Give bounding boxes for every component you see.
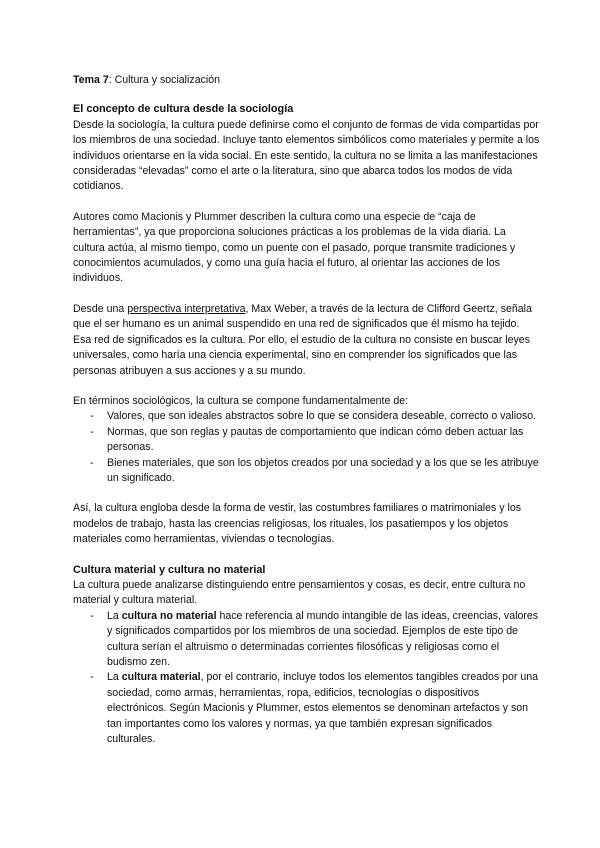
- material-list: [73, 609, 540, 748]
- list-item-text: Valores, que son ideales abstractos sobre lo que se considera deseable, correcto o valioso.: [107, 410, 537, 423]
- bullet-dash: -: [90, 425, 94, 438]
- text-run: , Max Weber, a través de la lectura de Clifford Geertz, señala que el ser humano es un animal suspendido en una red de significados que él mismo ha tejido. Esa red de significados es la cultura. Por ello, el estudio de la cultura no consiste en buscar leyes universales, como haría una ciencia experimental, sino en comprender los significados que las personas atribuyen a sus acciones y a su mundo.: [73, 302, 532, 377]
- theme-label: Tema 7: [73, 74, 109, 86]
- bullet-dash: -: [90, 410, 94, 423]
- list-item: [73, 609, 540, 671]
- document-title: [73, 73, 540, 88]
- text-run: , por el contrario, incluye todos los elementos tangibles creados por una sociedad, como armas, herramientas, ropa, edificios, tecnologías o dispositivos electrónicos. Según Macionis y Plummer, estos elementos se denominan artefactos y son tan importantes como los valores y normas, ya que también expresan significados culturales.: [107, 671, 539, 746]
- paragraph-components-intro: En términos sociológicos, la cultura se compone fundamentalmente de:: [73, 394, 409, 407]
- list-item: [73, 409, 540, 424]
- paragraph-definition: Desde la sociología, la cultura puede definirse como el conjunto de formas de vida compartidas por los miembros de una sociedad. Incluye tanto elementos simbólicos como materiales y permite a los individuos orientarse en la vida social. En este sentido, la cultura no se limita a las manifestaciones consideradas “elevadas” como el arte o la literatura, sino que abarca todos los modos de vida cotidianos.: [73, 118, 540, 193]
- paragraph-weber: [73, 302, 540, 379]
- bullet-dash: -: [90, 456, 94, 469]
- term-material: cultura material: [121, 671, 201, 684]
- list-item: [73, 425, 540, 456]
- paragraph-material-intro: La cultura puede analizarse distinguiendo entre pensamientos y cosas, es decir, entre cultura no material y cultura material.: [73, 578, 526, 607]
- list-item-text: Bienes materiales, que son los objetos creados por una sociedad y a los que se les atribuye un significado.: [107, 456, 539, 484]
- section-heading-material: Cultura material y cultura no material: [73, 563, 266, 576]
- term-non-material: cultura no material: [121, 609, 217, 622]
- paragraph-scope: Así, la cultura engloba desde la forma de vestir, las costumbres familiares o matrimoniales y los modelos de trabajo, hasta las creencias religiosas, los rituales, los pasatiempos y los objetos materiales como herramientas, viviendas o tecnologías.: [73, 502, 522, 546]
- section-heading-concept: El concepto de cultura desde la sociología: [73, 103, 294, 116]
- list-item: [73, 456, 540, 487]
- list-item-text: Normas, que son reglas y pautas de comportamiento que indican cómo deben actuar las personas.: [107, 425, 524, 454]
- theme-title: : Cultura y socialización: [108, 74, 221, 86]
- bullet-dash: -: [90, 609, 94, 622]
- components-list: [73, 409, 540, 486]
- text-run: La: [107, 671, 122, 684]
- interpretive-perspective-link[interactable]: perspectiva interpretativa: [127, 302, 246, 315]
- bullet-dash: -: [90, 671, 94, 684]
- list-item: [73, 670, 540, 747]
- paragraph-toolbox: Autores como Macionis y Plummer describen la cultura como una especie de “caja de herramientas”, ya que proporciona soluciones prácticas a los problemas de la vida diaria. La cultura actúa, al mismo tiempo, como un puente con el pasado, porque transmite tradiciones y conocimientos acumulados, y como una guía hacia el futuro, al orientar las acciones de los individuos.: [73, 210, 516, 285]
- text-run: La: [107, 609, 122, 622]
- text-run: Desde una: [73, 302, 128, 315]
- text-run: hace referencia al mundo intangible de las ideas, creencias, valores y significados compartidos por los miembros de una sociedad. Ejemplos de este tipo de cultura serían el altruismo o determinadas corrientes filosóficas y religiosas como el budismo zen.: [107, 609, 539, 668]
